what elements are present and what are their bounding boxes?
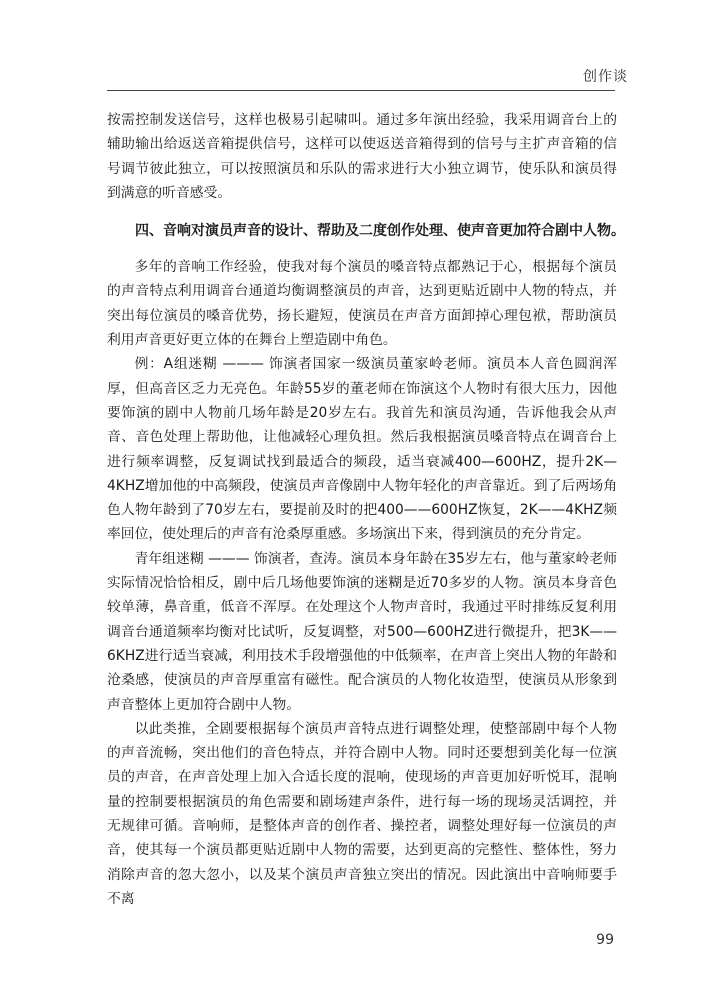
paragraph: 多年的音响工作经验，使我对每个演员的嗓音特点都熟记于心，根据每个演员的声音特点利用调音台通道均衡调整演员的声音，达到更贴近剧中人物的特点，并突出每位演员的嗓音优势，扬长避短，使演员在声音方面卸掉心理包袱，帮助演员利用声音更好更立体的在舞台上塑造剧中角色。 <box>107 259 617 349</box>
paragraph: 例：A组迷糊 ——— 饰演者国家一级演员董家岭老师。演员本人音色圆润浑厚，但高音区乏力无亮色。年龄55岁的董老师在饰演这个人物时有很大压力，因他要饰演的剧中人物前几场年龄是20岁左右。我首先和演员沟通，告诉他我会从声音、音色处理上帮助他，让他减轻心理负担。然后我根据演员嗓音特点在调音台上进行频率调整，反复调试找到最适合的频段，适当衰减400—600HZ，提升2K—4KHZ增加他的中高频段，使演员声音像剧中人物年轻化的声音靠近。到了后两场角色人物年龄到了70岁左右，要提前及时的把400——600HZ恢复，2K——4KHZ频率回位，使处理后的声音有沧桑厚重感。多场演出下来，得到演员的充分肯定。 <box>107 356 617 543</box>
article-body <box>107 108 625 911</box>
header-divider <box>107 90 615 91</box>
section-title: 创作谈 <box>583 69 628 85</box>
paragraph-continuation: 按需控制发送信号，这样也极易引起啸叫。通过多年演出经验，我采用调音台上的辅助输出给返送音箱提供信号，这样可以使返送音箱得到的信号与主扩声音箱的信号调节彼此独立，可以按照演员和乐队的需求进行大小独立调节，使乐队和演员得到满意的听音感受。 <box>107 112 617 201</box>
section-heading: 四、音响对演员声音的设计、帮助及二度创作处理、使声音更加符合剧中人物。 <box>135 223 625 240</box>
page-number: 99 <box>596 932 614 948</box>
paragraph: 以此类推，全剧要根据每个演员声音特点进行调整处理，使整部剧中每个人物的声音流畅，突出他们的音色特点，并符合剧中人物。同时还要想到美化每一位演员的声音，在声音处理上加入合适长度的混响，使现场的声音更加好听悦耳，混响量的控制要根据演员的角色需要和剧场建声条件，进行每一场的现场灵活调控，并无规律可循。音响师，是整体声音的创作者、操控者，调整处理好每一位演员的声音，使其每一个演员都更贴近剧中人物的需要，达到更高的完整性、整体性，努力消除声音的忽大忽小，以及某个演员声音独立突出的情况。因此演出中音响师要手不离 <box>107 720 617 907</box>
paragraph: 青年组迷糊 ——— 饰演者，查涛。演员本身年龄在35岁左右，他与董家岭老师实际情况恰恰相反，剧中后几场他要饰演的迷糊是近70多岁的人物。演员本身音色较单薄，鼻音重，低音不浑厚。在处理这个人物声音时，我通过平时排练反复利用调音台通道频率均衡对比试听，反复调整，对500—600HZ进行微提升，把3K——6KHZ进行适当衰减，利用技术手段增强他的中低频率，在声音上突出人物的年龄和沧桑感，使演员的声音厚重富有磁性。配合演员的人物化妆造型，使演员从形象到声音整体上更加符合剧中人物。 <box>107 550 617 713</box>
